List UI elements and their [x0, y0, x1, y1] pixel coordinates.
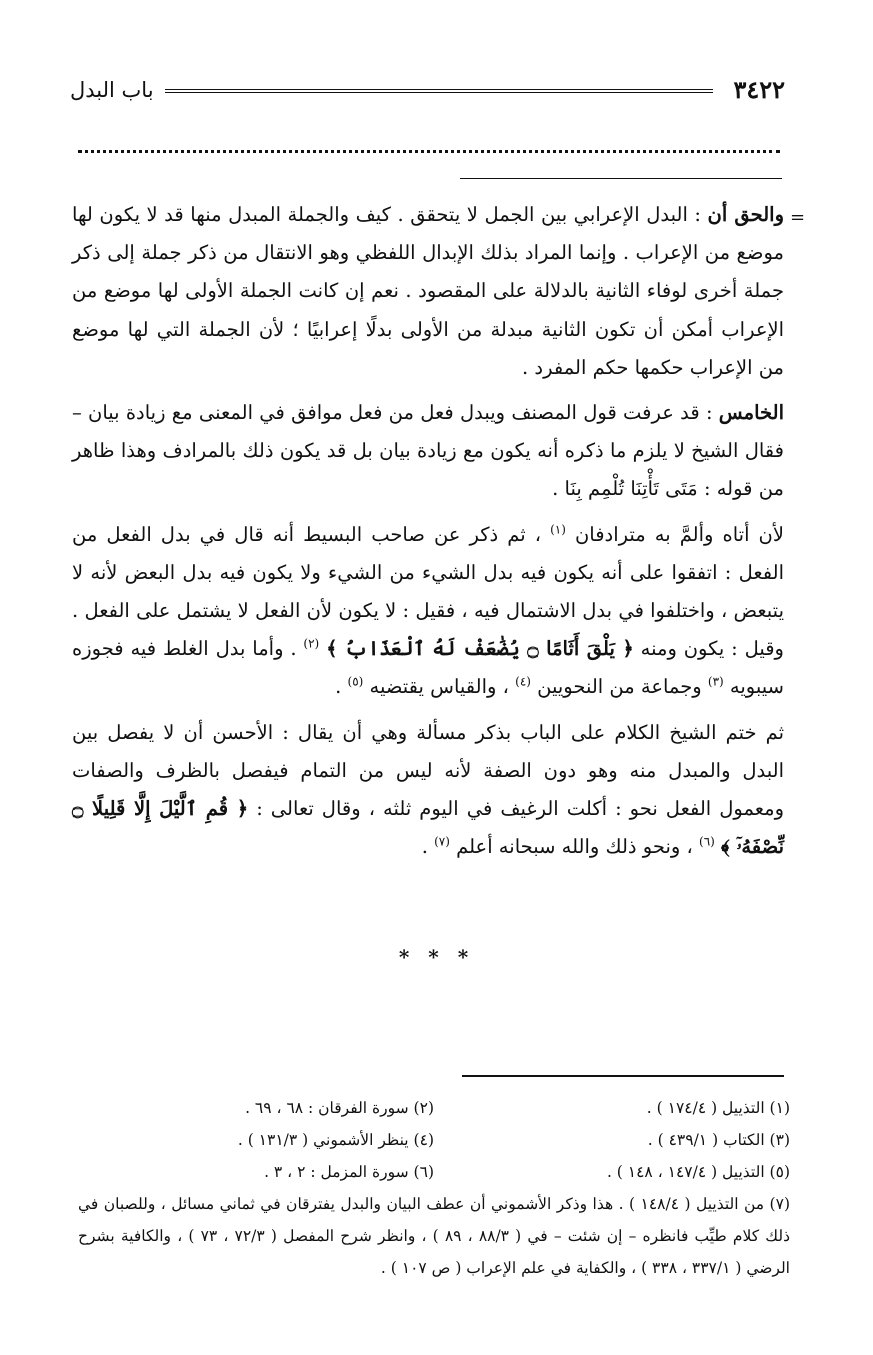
paragraph-4 [72, 714, 784, 867]
footnote-ref-2[interactable]: (٢) [303, 636, 320, 651]
footnote-ref-5[interactable]: (٥) [347, 674, 364, 689]
header-double-rule [165, 89, 713, 93]
paragraph-3-text-3: . وأما بدل الغلط فيه فجوزه سيبويه [72, 637, 784, 699]
footnote-3: (٣) الكتاب ( ٤٣٩/١ ) . [647, 1131, 790, 1149]
dotted-divider [78, 150, 780, 153]
paragraph-2-text: : قد عرفت قول المصنف ويبدل فعل من فعل موافق في المعنى مع زيادة بيان – فقال الشيخ لا يلزم ما ذكره أنه يكون مع زيادة بيان بل قد يكون ذلك بالمرادف وهذا ظاهر من قوله : [72, 401, 784, 501]
quran-quote-2: ﴿ قُمِ ٱلَّيْلَ إِلَّا قَلِيلًا ۝ نِّصْفَهُۥٓ ﴾ [72, 797, 784, 859]
footnote-6: (٦) سورة المزمل : ٢ ، ٣ . [264, 1163, 434, 1181]
poetry-quote: مَتَى تَأْتِنَا تُلْمِم بِنَا . [552, 477, 698, 501]
footnote-7: (٧) من التذييل ( ١٤٨/٤ ) . هذا وذكر الأشموني أن عطف البيان والبدل يفترقان في ثماني مسائل ، وللصبان في ذلك كلام طيِّب فانظره – إن شئت – في ( ٨٨/٣ ، ٨٩ ) ، وانظر شرح المفصل ( ٧٢/٣ ، ٧٣ ) ، والكافية بشرح الرضي ( ٣٣٧/١ ، ٣٣٨ ) ، والكفاية في علم الإعراب ( ص ١٠٧ ) . [78, 1195, 790, 1277]
paragraph-3-text-6: . [335, 675, 342, 699]
continuation-mark: = [790, 207, 806, 228]
footnote-ref-1[interactable]: (١) [550, 522, 566, 537]
footnote-ref-3[interactable]: (٣) [707, 674, 724, 689]
footnotes [78, 1092, 790, 1284]
footnote-row [78, 1124, 790, 1156]
paragraph-4-text-2: ، ونحو ذلك والله سبحانه أعلم [456, 835, 693, 859]
page-header [70, 74, 785, 106]
paragraph-2 [72, 394, 784, 509]
footnote-ref-6[interactable]: (٦) [699, 834, 715, 849]
page-number: ٣٤٢٢ [733, 75, 785, 104]
footnote-ref-7[interactable]: (٧) [434, 834, 450, 849]
main-text [72, 196, 784, 866]
paragraph-3-text-1: لأن أتاه وألمَّ به مترادفان [574, 522, 785, 546]
paragraph-1-text: : البدل الإعرابي بين الجمل لا يتحقق . كيف والجملة المبدل منها قد لا يكون لها موضع من الإعراب . وإنما المراد بذلك الإبدال اللفظي وهو الانتقال من ذكر جملة إلى ذكر جملة أخرى لوفاء الثانية بالدلالة على المقصود . نعم إن كانت الجملة الأولى لها موضع من الإعراب أمكن أن تكون الثانية مبدلة من الأولى بدلًا إعرابيًا ؛ لأن الجملة التي لها موضع من الإعراب حكمها حكم المفرد . [72, 203, 784, 379]
continuation-rule [460, 178, 782, 179]
footnote-ref-4[interactable]: (٤) [515, 674, 531, 689]
footnote-row [78, 1156, 790, 1188]
footnote-5: (٥) التذييل ( ١٤٧/٤ ، ١٤٨ ) . [606, 1163, 790, 1181]
footnote-2: (٢) سورة الفرقان : ٦٨ ، ٦٩ . [245, 1099, 434, 1117]
footnote-4: (٤) ينظر الأشموني ( ١٣١/٣ ) . [237, 1131, 434, 1149]
footnote-1: (١) التذييل ( ١٧٤/٤ ) . [646, 1099, 790, 1117]
paragraph-4-text-1: ثم ختم الشيخ الكلام على الباب بذكر مسألة وهي أن يقال : الأحسن أن لا يفصل بين البدل والمبدل منه وهو دون الصفة لأنه ليس من التمام فيفصل بالظرف والصفات ومعمول الفعل نحو : أكلت الرغيف في اليوم ثلثه ، وقال تعالى : [72, 720, 785, 821]
paragraph-3-text-4: وجماعة من النحويين [537, 675, 702, 699]
paragraph-4-text-3: . [421, 835, 428, 859]
section-separator: * * * [398, 945, 475, 969]
quran-quote-1: ﴿ يَلْقَ أَثَامًا ۝ يُضَٰعَفْ لَهُ ٱلْعَذَابُ ﴾ [326, 637, 634, 661]
paragraph-1-lead: والحق أن [707, 203, 785, 226]
paragraph-3-text-2: ، ثم ذكر عن صاحب البسيط أنه قال في بدل الفعل من الفعل : اتفقوا على أنه يكون فيه بدل الشيء من الشيء ولا يكون فيه بدل البعض لأنه لا يتبعض ، واختلفوا في بدل الاشتمال فيه ، فقيل : لا يكون لأن الفعل لا يشتمل على الفعل . وقيل : يكون ومنه [72, 522, 784, 661]
paragraph-2-lead: الخامس [718, 401, 784, 425]
paragraph-3 [72, 516, 784, 707]
footnote-rule [462, 1075, 784, 1077]
paragraph-1 [72, 196, 784, 387]
running-title: باب البدل [70, 78, 154, 102]
footnote-row [78, 1092, 790, 1124]
paragraph-3-text-5: ، والقياس يقتضيه [369, 675, 509, 699]
